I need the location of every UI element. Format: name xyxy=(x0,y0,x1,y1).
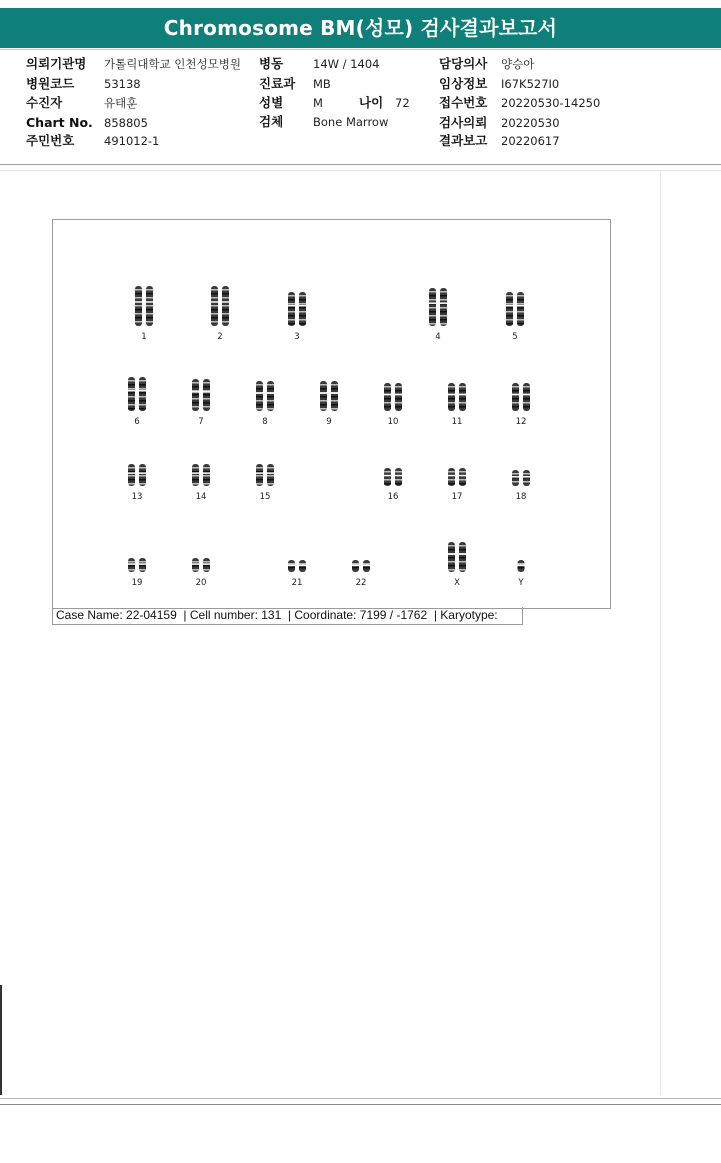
chromosome-label-11: 11 xyxy=(451,417,463,427)
chromosome-7 xyxy=(190,379,212,411)
resident-number-value: 491012-1 xyxy=(104,134,160,148)
info-label: 담당의사 xyxy=(439,56,488,71)
request-date-value: 20220530 xyxy=(501,116,560,130)
chromosome-label-16: 16 xyxy=(387,492,399,502)
info-label: 병원코드 xyxy=(26,76,75,91)
chromosome-18 xyxy=(510,470,532,486)
sex-value: M xyxy=(313,96,323,110)
info-label: 진료과 xyxy=(259,76,296,91)
coordinate: Coordinate: 7199 / -1762 xyxy=(294,608,428,622)
age-value: 72 xyxy=(395,96,410,110)
karyotype-image xyxy=(52,219,611,609)
chromosome-label-Y: Y xyxy=(518,578,524,588)
chromosome-13 xyxy=(126,464,148,486)
chromosome-12 xyxy=(510,383,532,411)
chromosome-label-5: 5 xyxy=(512,332,518,342)
patient-name-value: 유태훈 xyxy=(104,96,138,110)
requesting-institution-value: 가톨릭대학교 인천성모병원 xyxy=(104,57,241,71)
case-name: Case Name: 22-04159 xyxy=(56,608,177,622)
specimen-value: Bone Marrow xyxy=(313,115,389,129)
info-label: 성별 xyxy=(259,95,284,110)
chromosome-6 xyxy=(126,377,148,411)
footer-divider xyxy=(0,1098,721,1099)
chromosome-label-21: 21 xyxy=(291,578,303,588)
chromosome-label-7: 7 xyxy=(198,417,204,427)
info-label: Chart No. xyxy=(26,115,93,130)
chromosome-label-22: 22 xyxy=(355,578,367,588)
ward-value: 14W / 1404 xyxy=(313,57,380,71)
chromosome-label-X: X xyxy=(454,578,460,588)
info-label: 임상정보 xyxy=(439,76,488,91)
chromosome-9 xyxy=(318,381,340,411)
chromosome-20 xyxy=(190,558,212,572)
chromosome-22 xyxy=(350,560,372,572)
chromosome-14 xyxy=(190,464,212,486)
department-value: MB xyxy=(313,77,331,91)
chromosome-16 xyxy=(382,468,404,486)
info-label: 결과보고 xyxy=(439,133,488,148)
title-divider xyxy=(0,49,721,50)
chromosome-19 xyxy=(126,558,148,572)
chromosome-X xyxy=(446,542,468,572)
info-label: 접수번호 xyxy=(439,95,488,110)
chromosome-15 xyxy=(254,464,276,486)
footer-divider-dark xyxy=(0,1104,721,1105)
chart-no-value: 858805 xyxy=(104,116,148,130)
info-row-requesting-institution xyxy=(26,56,86,72)
info-label: 의뢰기관명 xyxy=(26,56,87,71)
chromosome-label-9: 9 xyxy=(326,417,332,427)
clinical-info-value: I67K527I0 xyxy=(501,77,560,91)
chromosome-11 xyxy=(446,383,468,411)
chromosome-2 xyxy=(209,286,231,326)
chromosome-10 xyxy=(382,383,404,411)
karyotype-result: Karyotype: xyxy=(440,608,498,622)
info-label: 병동 xyxy=(259,56,284,71)
info-label: 검사의뢰 xyxy=(439,115,488,130)
chromosome-1 xyxy=(133,286,155,326)
info-label: 수진자 xyxy=(26,95,63,110)
chromosome-5 xyxy=(504,292,526,326)
info-label: 주민번호 xyxy=(26,133,75,148)
chromosome-label-8: 8 xyxy=(262,417,268,427)
chromosome-Y xyxy=(517,560,525,572)
cell-number: Cell number: 131 xyxy=(189,608,282,622)
chromosome-17 xyxy=(446,468,468,486)
chromosome-4 xyxy=(427,288,449,326)
report-date-value: 20220617 xyxy=(501,134,560,148)
chromosome-3 xyxy=(286,292,308,326)
physician-value: 양승아 xyxy=(501,57,535,71)
chromosome-label-12: 12 xyxy=(515,417,527,427)
chromosome-label-3: 3 xyxy=(294,332,300,342)
chromosome-label-14: 14 xyxy=(195,492,207,502)
chromosome-label-20: 20 xyxy=(195,578,207,588)
chromosome-label-13: 13 xyxy=(131,492,143,502)
page-left-mark xyxy=(0,985,2,1095)
hospital-code-value: 53138 xyxy=(104,77,141,91)
accession-number-value: 20220530-14250 xyxy=(501,96,601,110)
chromosome-21 xyxy=(286,560,308,572)
chromosome-label-19: 19 xyxy=(131,578,143,588)
chromosome-label-4: 4 xyxy=(435,332,441,342)
chromosome-label-2: 2 xyxy=(217,332,223,342)
page-right-border xyxy=(660,170,661,1095)
chromosome-8 xyxy=(254,381,276,411)
info-label: 검체 xyxy=(259,114,284,129)
info-label: 나이 xyxy=(359,95,384,110)
report-title: Chromosome BM(성모) 검사결과보고서 xyxy=(0,8,721,48)
chromosome-label-18: 18 xyxy=(515,492,527,502)
karyotype-caption: Case Name: 22-04159 | Cell number: 131 | Coordinate: 7199 / -1762 | Karyotype: xyxy=(52,607,523,625)
header-divider-light xyxy=(0,170,721,171)
chromosome-label-10: 10 xyxy=(387,417,399,427)
header-divider xyxy=(0,164,721,165)
chromosome-label-6: 6 xyxy=(134,417,140,427)
chromosome-label-1: 1 xyxy=(141,332,147,342)
chromosome-label-17: 17 xyxy=(451,492,463,502)
chromosome-label-15: 15 xyxy=(259,492,271,502)
